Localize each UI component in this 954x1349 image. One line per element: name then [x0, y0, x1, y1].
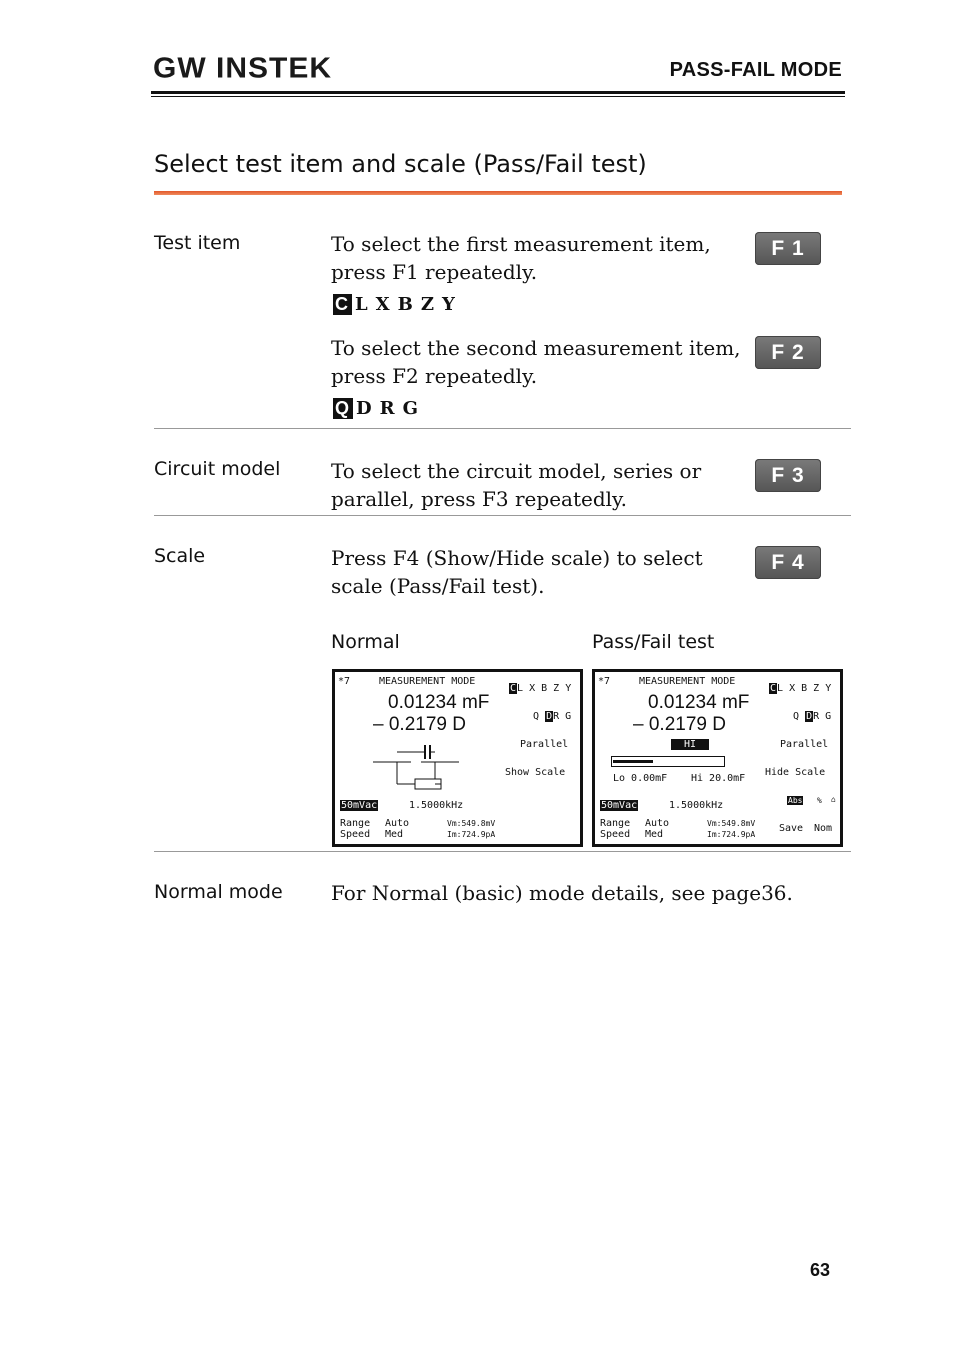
- lcd-im: Im:724.9pA: [447, 830, 496, 839]
- lcd-lo-limit: Lo 0.00mF: [613, 773, 668, 784]
- first-item-option: Y: [441, 294, 457, 315]
- lcd-frequency: 1.5000kHz: [409, 800, 464, 811]
- lcd-abs-value: Abs: [788, 796, 803, 805]
- lcd-primary-value: 0.01234 mF: [648, 692, 750, 713]
- lcd-result-badge: HI: [671, 739, 709, 750]
- second-item-sequence: [333, 398, 426, 419]
- lcd-vm: Vm:549.8mV: [447, 819, 496, 828]
- lcd-range-label: Range: [340, 818, 371, 829]
- lcd-corner: *7: [598, 676, 611, 687]
- lcd-scale-button: Show Scale: [505, 767, 566, 778]
- first-item-selected: C: [335, 294, 350, 314]
- lcd-secondary-value: – 0.2179 D: [633, 714, 726, 735]
- lcd-mode-title: MEASUREMENT MODE: [379, 676, 476, 687]
- row-divider: [154, 851, 851, 852]
- lcd-item2-selected: D: [806, 711, 813, 722]
- lcd-level: [340, 800, 378, 811]
- lcd-speed-value: Med: [645, 829, 664, 840]
- parallel-circuit-icon: [373, 742, 459, 792]
- row-divider: [154, 515, 851, 516]
- lcd-range-value: Auto: [645, 818, 670, 829]
- desc-first-item-line1: To select the first measurement item,: [331, 232, 711, 256]
- header-title: PASS-FAIL MODE: [669, 59, 842, 81]
- second-item-option: R: [379, 398, 397, 419]
- lcd-item2-pre: Q: [793, 711, 800, 722]
- first-item-sequence: [333, 294, 463, 315]
- lcd-normal: [332, 669, 583, 847]
- desc-normal-mode: For Normal (basic) mode details, see page36.: [331, 881, 793, 905]
- lcd-item1-list: [509, 683, 571, 694]
- desc-scale-line1: Press F4 (Show/Hide scale) to select: [331, 546, 703, 570]
- caption-passfail: Pass/Fail test: [592, 631, 715, 653]
- section-title: Select test item and scale (Pass/Fail test): [154, 150, 647, 178]
- caption-normal: Normal: [331, 631, 400, 653]
- lcd-frequency: 1.5000kHz: [669, 800, 724, 811]
- lcd-item1-list: [769, 683, 831, 694]
- lcd-level: [600, 800, 638, 811]
- desc-first-item: [331, 230, 741, 286]
- first-item-option: L: [355, 294, 370, 315]
- lcd-level-value: 50mVac: [601, 800, 638, 811]
- f3-key: F 3: [755, 459, 821, 492]
- lcd-im: Im:724.9pA: [707, 830, 756, 839]
- header-rule: [151, 91, 845, 94]
- lcd-item2-selected: D: [546, 711, 553, 722]
- lcd-speed-value: Med: [385, 829, 404, 840]
- label-circuit-model: Circuit model: [154, 458, 281, 480]
- desc-circuit-model: [331, 457, 741, 513]
- label-scale: Scale: [154, 545, 206, 567]
- desc-circuit-model-line2: parallel, press F3 repeatedly.: [331, 487, 628, 511]
- desc-circuit-model-line1: To select the circuit model, series or: [331, 459, 702, 483]
- lcd-item1-selected: C: [770, 683, 777, 694]
- lcd-item2-pre: Q: [533, 711, 540, 722]
- lcd-speed-label: Speed: [600, 829, 631, 840]
- first-item-option: B: [397, 294, 415, 315]
- desc-second-item-line2: press F2 repeatedly.: [331, 364, 538, 388]
- second-item-option: G: [402, 398, 420, 419]
- desc-scale-line2: scale (Pass/Fail test).: [331, 574, 545, 598]
- lcd-percent: %: [817, 796, 822, 805]
- f1-key: F 1: [755, 232, 821, 265]
- lcd-item2-rest: R G: [553, 711, 572, 722]
- lcd-passfail: [592, 669, 843, 847]
- label-test-item: Test item: [154, 232, 241, 254]
- f4-key: F 4: [755, 546, 821, 579]
- second-item-selected: Q: [335, 398, 352, 418]
- row-divider: [154, 428, 851, 429]
- lcd-scale-bar: [611, 756, 725, 767]
- first-item-option: X: [375, 294, 392, 315]
- lcd-secondary-value: – 0.2179 D: [373, 714, 466, 735]
- lcd-speed-label: Speed: [340, 829, 371, 840]
- lcd-circuit: Parallel: [780, 739, 829, 750]
- lcd-item2-rest: R G: [813, 711, 832, 722]
- lcd-item1-rest: L X B Z Y: [777, 683, 832, 694]
- lcd-item1-selected: C: [510, 683, 517, 694]
- lcd-hi-limit: Hi 20.0mF: [691, 773, 746, 784]
- label-normal-mode: Normal mode: [154, 881, 283, 903]
- lcd-corner: *7: [338, 676, 351, 687]
- desc-second-item-line1: To select the second measurement item,: [331, 336, 741, 360]
- first-item-option: Z: [420, 294, 436, 315]
- page-number: 63: [809, 1260, 830, 1280]
- desc-second-item: [331, 334, 741, 390]
- lcd-item2-list: [793, 711, 831, 722]
- lcd-range-value: Auto: [385, 818, 410, 829]
- lcd-mode-title: MEASUREMENT MODE: [639, 676, 736, 687]
- header-rule-thin: [151, 96, 845, 97]
- lcd-nom: Nom: [814, 823, 833, 834]
- lcd-abs-badge: [787, 796, 803, 805]
- lcd-circuit: Parallel: [520, 739, 569, 750]
- lcd-vm: Vm:549.8mV: [707, 819, 756, 828]
- lcd-delta-icon: ⌂: [831, 795, 836, 804]
- desc-first-item-line2: press F1 repeatedly.: [331, 260, 538, 284]
- lcd-scale-bar-fill: [613, 760, 653, 763]
- lcd-primary-value: 0.01234 mF: [388, 692, 490, 713]
- section-rule: [154, 191, 842, 195]
- lcd-level-value: 50mVac: [341, 800, 378, 811]
- lcd-save: Save: [779, 823, 804, 834]
- second-item-option: D: [356, 398, 374, 419]
- desc-scale: [331, 544, 741, 600]
- lcd-item2-list: [533, 711, 571, 722]
- lcd-item1-rest: L X B Z Y: [517, 683, 572, 694]
- lcd-scale-button: Hide Scale: [765, 767, 826, 778]
- lcd-range-label: Range: [600, 818, 631, 829]
- f2-key: F 2: [755, 336, 821, 369]
- brand-logo: GW INSTEK: [153, 52, 332, 85]
